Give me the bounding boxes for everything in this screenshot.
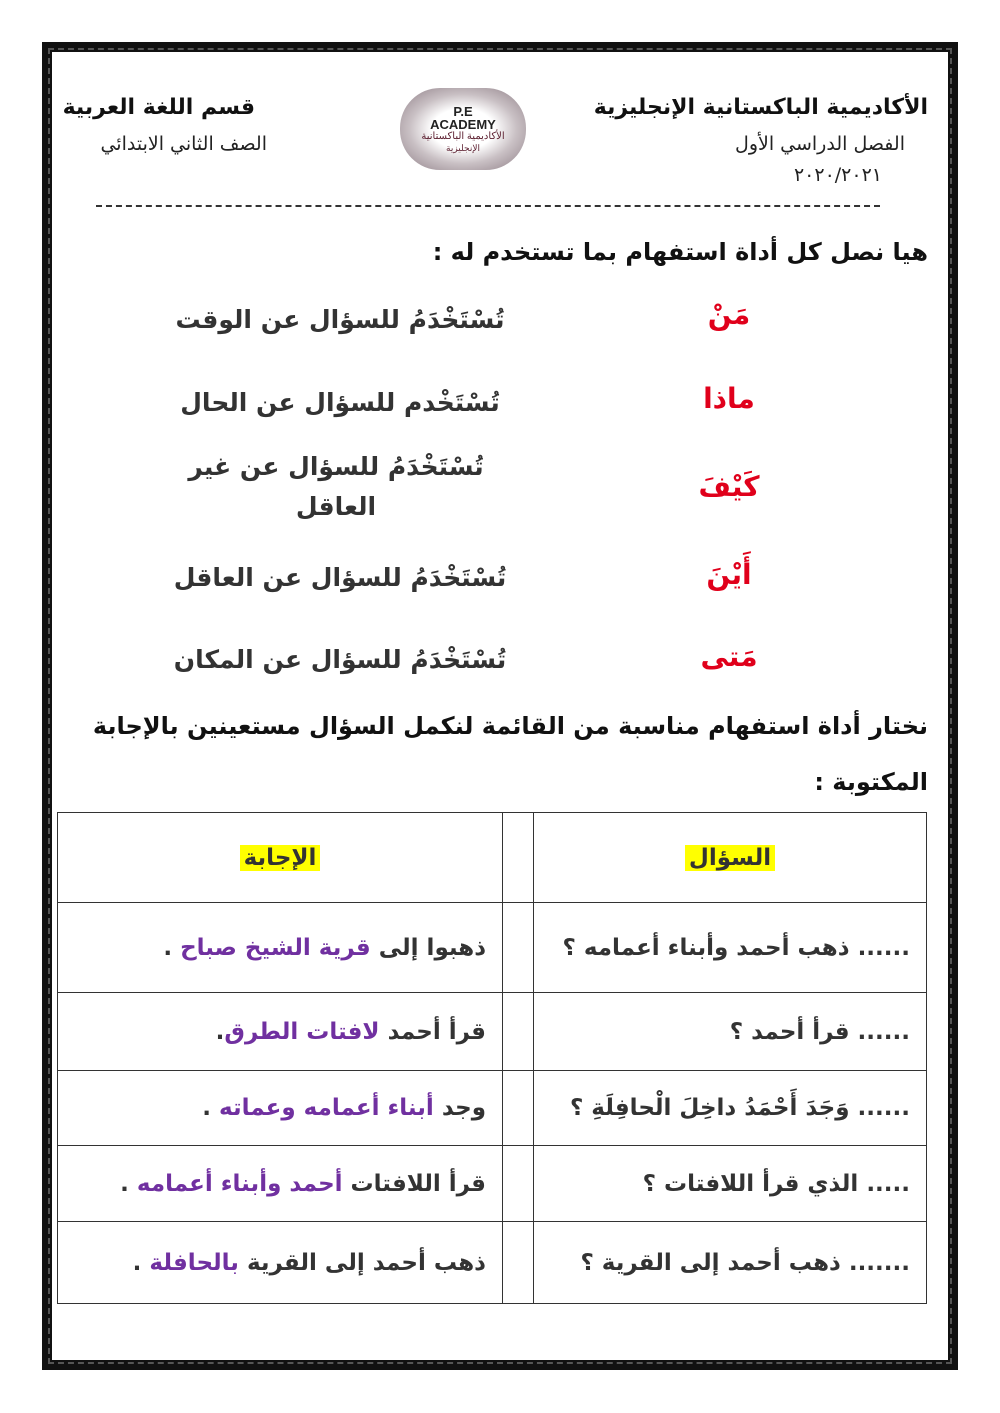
- question-word-4[interactable]: أَيْنَ: [706, 558, 752, 591]
- section1-title: هيا نصل كل أداة استفهام بما تستخدم له :: [432, 238, 928, 266]
- question-word-2[interactable]: ماذا: [703, 382, 755, 415]
- question-cell[interactable]: ...... وَجَدَ أَحْمَدُ داخِلَ الْحافِلَةِ ؟: [534, 1071, 927, 1146]
- usage-description-2[interactable]: تُسْتَخْدم للسؤال عن الحال: [180, 388, 500, 417]
- answer-cell: وجد أبناء أعمامه وعماته .: [58, 1071, 503, 1146]
- question-cell[interactable]: ...... قرأ أحمد ؟: [534, 993, 927, 1071]
- usage-description-5[interactable]: تُسْتَخْدَمُ للسؤال عن المكان: [173, 645, 507, 674]
- question-word-3[interactable]: كَيْفَ: [698, 470, 760, 503]
- usage-description-4[interactable]: تُسْتَخْدَمُ للسؤال عن العاقل: [173, 563, 507, 592]
- question-cell[interactable]: ....... ذهب أحمد إلى القرية ؟: [534, 1222, 927, 1304]
- academy-logo: P.E ACADEMY الأكاديمية الباكستانية الإنجليزية: [400, 88, 526, 170]
- table-row: [58, 903, 927, 993]
- grade: الصف الثاني الابتدائي: [100, 133, 267, 155]
- table-row: [58, 993, 927, 1071]
- answer-column-header: الإجابة: [58, 813, 503, 903]
- table-row: [58, 1071, 927, 1146]
- table-row: [58, 1222, 927, 1304]
- question-cell[interactable]: ..... الذي قرأ اللافتات ؟: [534, 1146, 927, 1222]
- question-cell[interactable]: ...... ذهب أحمد وأبناء أعمامه ؟: [534, 903, 927, 993]
- table-row: [58, 1146, 927, 1222]
- header-divider: [96, 205, 880, 207]
- answer-cell: ذهبوا إلى قرية الشيخ صباح .: [58, 903, 503, 993]
- department: قسم اللغة العربية: [62, 95, 255, 120]
- section2-title-line2: المكتوبة :: [814, 768, 928, 796]
- table-header-row: [58, 813, 927, 903]
- question-word-5[interactable]: مَتى: [700, 640, 758, 673]
- usage-description-1[interactable]: تُسْتَخْدَمُ للسؤال عن الوقت: [175, 305, 505, 334]
- answer-cell: قرأ اللافتات أحمد وأبناء أعمامه .: [58, 1146, 503, 1222]
- usage-description-3[interactable]: تُسْتَخْدَمُ للسؤال عن غير العاقل: [188, 452, 484, 521]
- section2-title-line1: نختار أداة استفهام مناسبة من القائمة لنكمل السؤال مستعينين بالإجابة: [92, 712, 928, 740]
- answer-cell: ذهب أحمد إلى القرية بالحافلة .: [58, 1222, 503, 1304]
- qa-table: [57, 812, 927, 1304]
- question-word-1[interactable]: مَنْ: [707, 298, 751, 331]
- answer-cell: قرأ أحمد لافتات الطرق.: [58, 993, 503, 1071]
- semester: الفصل الدراسي الأول: [735, 133, 905, 155]
- school-name: الأكاديمية الباكستانية الإنجليزية: [593, 95, 928, 120]
- question-column-header: السؤال: [534, 813, 927, 903]
- school-year: ٢٠٢٠/٢٠٢١: [793, 164, 882, 186]
